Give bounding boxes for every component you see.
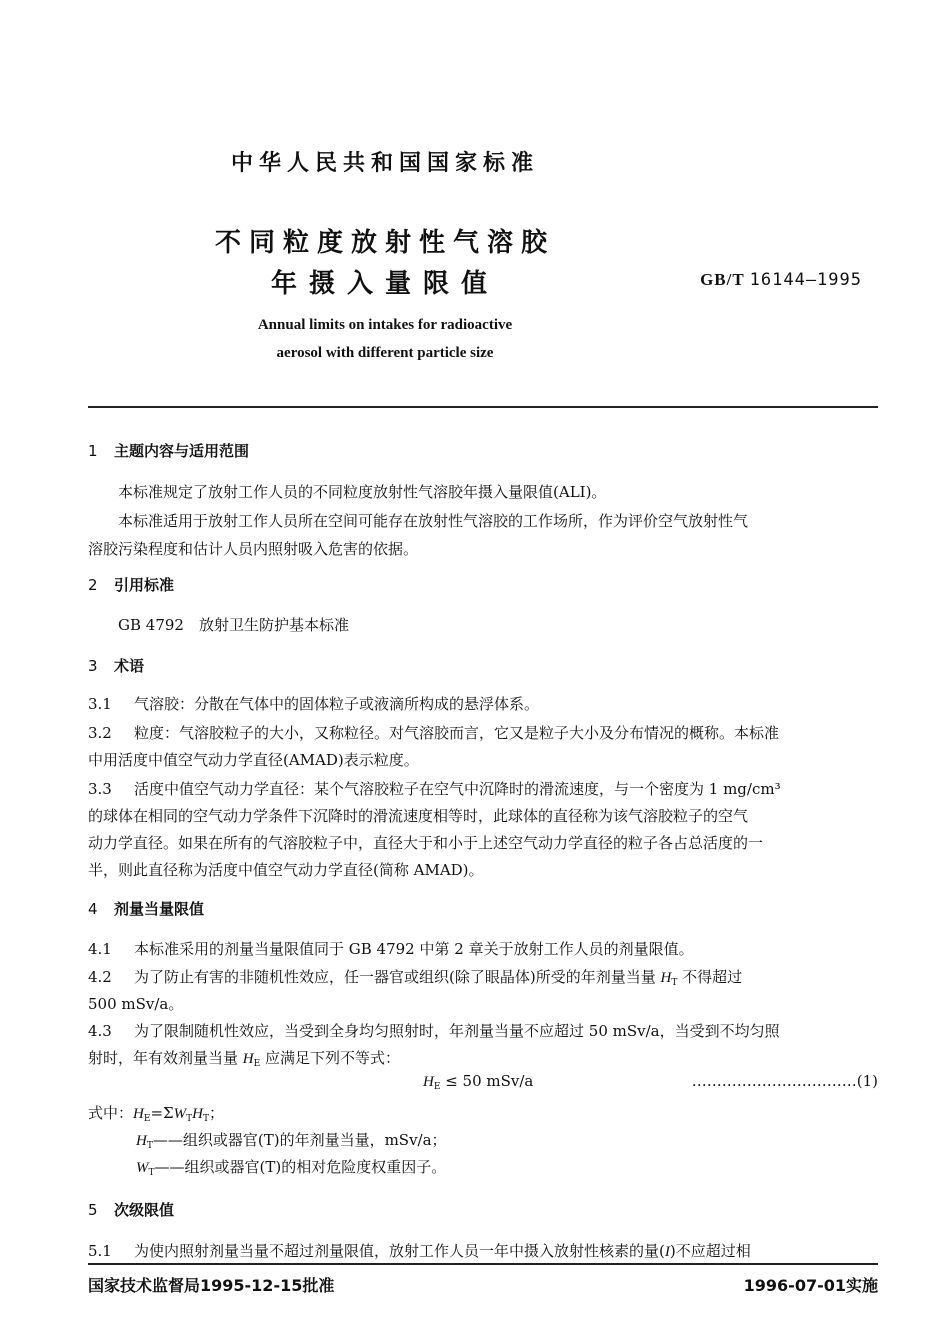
- approval-date: 国家技术监督局1995-12-15批准: [88, 1276, 335, 1295]
- clause-4-2-cont: 500 mSv/a。: [88, 995, 184, 1013]
- clause-3-3: 3.3 活度中值空气动力学直径：某个气溶胶粒子在空气中沉降时的滑流速度，与一个密度为 1 mg/cm³: [88, 780, 781, 798]
- clause-4-2: 4.2 为了防止有害的非随机性效应，任一器官或组织(除了眼晶体)所受的年剂量当量 $H_T$ 不得超过: [88, 968, 743, 988]
- national-standard-heading: 中华人民共和国国家标准: [230, 151, 539, 176]
- standard-number: [700, 270, 862, 290]
- section-1-paragraph-2-cont: 溶胶污染程度和估计人员内照射吸入危害的依据。: [88, 540, 419, 558]
- title-line-2: 年摄入量限值: [270, 269, 499, 299]
- section-1-heading: 1 主题内容与适用范围: [88, 442, 250, 460]
- section-2-heading: 2 引用标准: [88, 576, 175, 594]
- standard-code: 16144—1995: [749, 270, 862, 290]
- variable-wt-definition: $W_T——$组织或器官(T)的相对危险度权重因子。: [136, 1158, 447, 1178]
- equation-1-number: ……………………………(1): [691, 1072, 878, 1090]
- variable-ht-definition: $H_T——$组织或器官(T)的年剂量当量，mSv/a；: [136, 1131, 447, 1151]
- equation-1: $H_E \le 50$ mSv/a: [423, 1072, 534, 1092]
- section-4-heading: 4 剂量当量限值: [88, 900, 205, 918]
- reference-gb4792: GB 4792 放射卫生防护基本标准: [118, 616, 349, 634]
- title-line-1: 不同粒度放射性气溶胶: [214, 228, 555, 258]
- english-title-line-1: Annual limits on intakes for radioactive: [257, 317, 513, 333]
- clause-3-1: 3.1 气溶胶：分散在气体中的固体粒子或液滴所构成的悬浮体系。: [88, 695, 540, 713]
- clause-4-3-cont: 射时，年有效剂量当量 $H_E$ 应满足下列不等式：: [88, 1049, 401, 1069]
- clause-3-3-cont-1: 的球体在相同的空气动力学条件下沉降时的滑流速度相等时，此球体的直径称为该气溶胶粒子的空气: [88, 807, 749, 825]
- clause-3-2: 3.2 粒度：气溶胶粒子的大小，又称粒径。对气溶胶而言，它又是粒子大小及分布情况的概称。本标准: [88, 724, 780, 742]
- header-rule: [88, 406, 878, 408]
- section-1-paragraph-1: 本标准规定了放射工作人员的不同粒度放射性气溶胶年摄入量限值(ALI)。: [118, 483, 607, 501]
- clause-3-3-cont-3: 半，则此直径称为活度中值空气动力学直径(简称 AMAD)。: [88, 861, 484, 879]
- standard-prefix: GB/T: [700, 270, 745, 289]
- clause-4-3: 4.3 为了限制随机性效应，当受到全身均匀照射时，年剂量当量不应超过 50 mSv/a，当受到不均匀照: [88, 1022, 780, 1040]
- effective-date: 1996-07-01实施: [743, 1276, 878, 1295]
- section-5-heading: 5 次级限值: [88, 1201, 175, 1219]
- clause-3-2-cont: 中用活度中值空气动力学直径(AMAD)表示粒度。: [88, 751, 419, 769]
- clause-3-3-cont-2: 动力学直径。如果在所有的气溶胶粒子中，直径大于和小于上述空气动力学直径的粒子各占总活度的一: [88, 834, 764, 852]
- section-3-heading: 3 术语: [88, 657, 145, 675]
- footer-rule: [88, 1263, 878, 1265]
- section-1-paragraph-2: 本标准适用于放射工作人员所在空间可能存在放射性气溶胶的工作场所，作为评价空气放射性气: [118, 512, 749, 530]
- clause-4-1: 4.1 本标准采用的剂量当量限值同于 GB 4792 中第 2 章关于放射工作人员的剂量限值。: [88, 940, 694, 958]
- clause-5-1: 5.1 为使内照射剂量当量不超过剂量限值，放射工作人员一年中摄入放射性核素的量(I)不应超过相: [88, 1242, 751, 1260]
- equation-where: 式中：$H_E=\Sigma W_TH_T$；: [88, 1104, 225, 1124]
- english-title-line-2: aerosol with different particle size: [276, 345, 494, 361]
